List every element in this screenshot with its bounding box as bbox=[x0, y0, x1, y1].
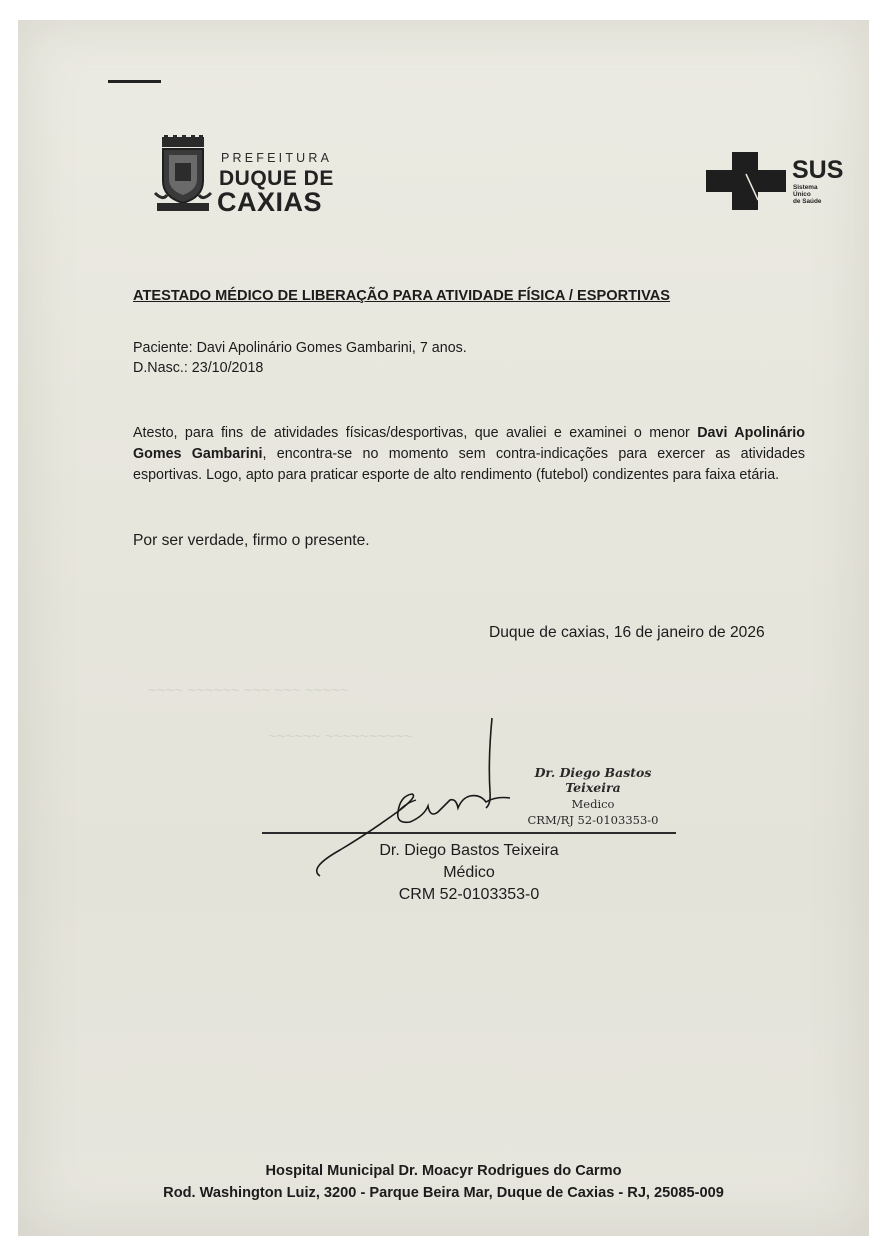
sus-subtitle: Sistema Único de Saúde bbox=[793, 184, 822, 205]
bleed-through-text: ~~~~ ~~~~~~ ~~~ ~~~ ~~~~~ bbox=[148, 682, 349, 699]
bleed-through-text: ~~~~~~ ~~~~~~~~~~ bbox=[268, 728, 413, 745]
hospital-name: Hospital Municipal Dr. Moacyr Rodrigues do Carmo bbox=[265, 1163, 622, 1179]
signer-name: Dr. Diego Bastos Teixeira bbox=[379, 842, 559, 859]
stamp-crm: CRM/RJ 52-0103353-0 bbox=[527, 813, 659, 827]
hospital-address: Rod. Washington Luiz, 3200 - Parque Beira Mar, Duque de Caxias - RJ, 25085-009 bbox=[163, 1185, 724, 1201]
scan-mark bbox=[108, 80, 161, 83]
sus-wordmark: SUS bbox=[792, 156, 844, 184]
footer bbox=[18, 1160, 869, 1204]
stamp-name: Dr. Diego Bastos Teixeira bbox=[534, 765, 652, 795]
city-name-line1: DUQUE DE bbox=[219, 167, 334, 190]
stamp-role: Medico bbox=[571, 797, 615, 811]
sus-cross-icon bbox=[706, 152, 786, 210]
place-and-date: Duque de caxias, 16 de janeiro de 2026 bbox=[489, 624, 765, 641]
prefeitura-logo bbox=[153, 135, 353, 217]
signer-block bbox=[262, 840, 676, 906]
city-crest-icon bbox=[153, 135, 213, 213]
prefeitura-label: PREFEITURA bbox=[221, 151, 333, 165]
attestation-paragraph: Atesto, para fins de atividades físicas/desportivas, que avaliei e examinei o menor Davi Apolinário Gomes Gambarini, encontra-se no momento sem contra-indicações para exercer as atividades esportivas. Logo, apto para praticar esporte de alto rendimento (futebol) condizentes para faixa etária. bbox=[133, 425, 805, 483]
patient-name-bold: Davi Apolinário Gomes Gambarini bbox=[133, 425, 805, 462]
sus-logo bbox=[706, 152, 866, 214]
signer-role: Médico bbox=[443, 864, 495, 881]
closing-statement: Por ser verdade, firmo o presente. bbox=[133, 532, 370, 549]
signer-crm: CRM 52-0103353-0 bbox=[398, 886, 540, 903]
patient-info bbox=[133, 338, 467, 378]
patient-line: Paciente: Davi Apolinário Gomes Gambarini, 7 anos. bbox=[133, 340, 467, 356]
document-title: ATESTADO MÉDICO DE LIBERAÇÃO PARA ATIVIDADE FÍSICA / ESPORTIVAS bbox=[133, 288, 671, 304]
birth-date-line: D.Nasc.: 23/10/2018 bbox=[133, 360, 264, 376]
city-name-line2: CAXIAS bbox=[217, 187, 323, 217]
doctor-stamp bbox=[508, 765, 678, 827]
